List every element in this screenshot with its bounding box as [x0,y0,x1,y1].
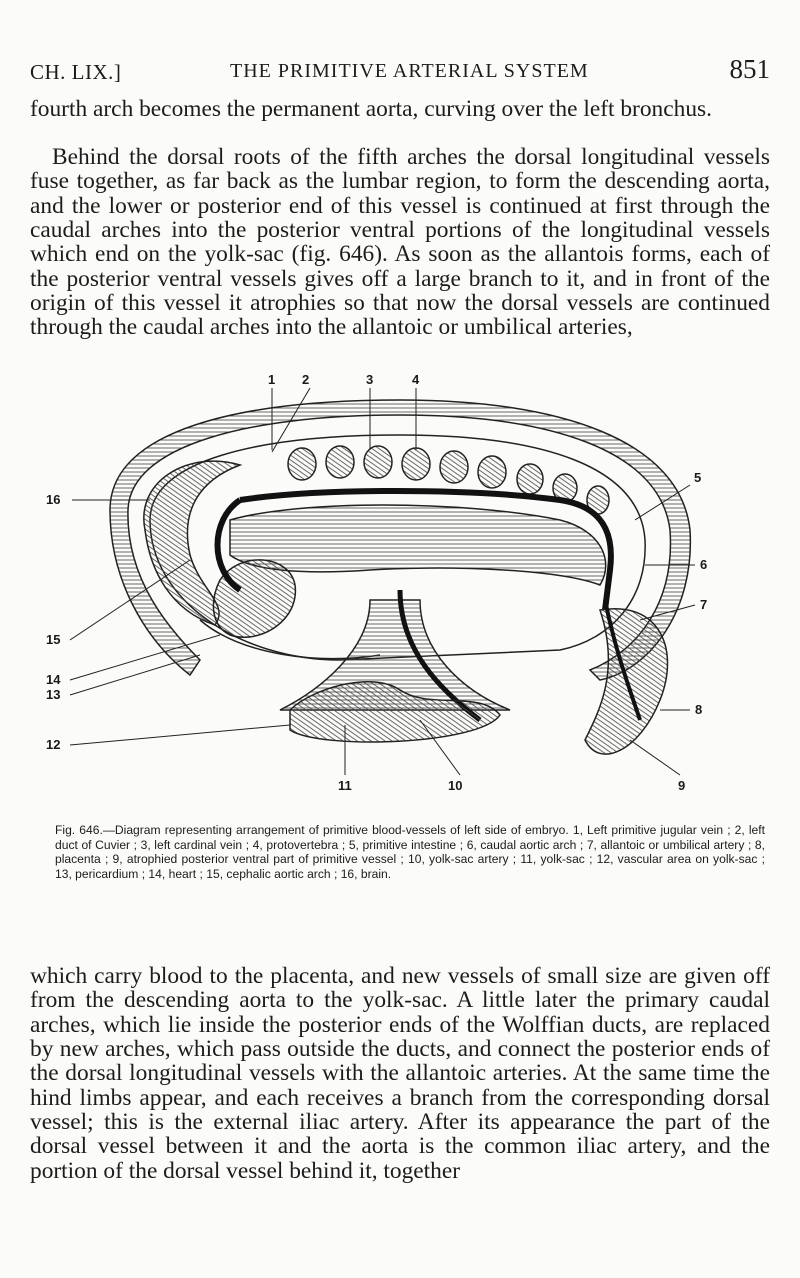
embryo-vessel-diagram [40,370,740,820]
label-16: 16 [46,492,61,507]
figure-caption [55,823,765,881]
caption-label: Fig. 646. [55,823,103,837]
paragraph-1: fourth arch becomes the permanent aorta, curving over the left bronchus. [30,96,712,122]
label-13: 13 [46,687,61,702]
label-2: 2 [302,372,310,387]
label-5: 5 [694,470,702,485]
caption-text: —Diagram representing arrangement of primitive blood-vessels of left side of embryo. 1, Left primitive jugular vein ; 2, left duct of Cuvier ; 3, left cardinal vein ; 4, protovertebra ; 5, primitive intestine ; 6, caudal aortic arch ; 7, allantoic or umbilical artery ; 8, placenta ; 9, atrophied posterior ventral part of primitive vessel ; 10, yolk-sac artery ; 11, yolk-sac ; 12, vascular area on yolk-sac ; 13, pericardium ; 14, heart ; 15, cephalic aortic arch ; 16, brain. [55,823,765,881]
label-3: 3 [366,372,374,387]
label-10: 10 [448,778,463,793]
chapter-label: CH. LIX.] [30,60,122,84]
label-4: 4 [412,372,420,387]
label-8: 8 [695,702,703,717]
diagram-svg [40,370,740,820]
page-number: 851 [729,54,770,84]
label-9: 9 [678,778,686,793]
label-1: 1 [268,372,276,387]
running-title: THE PRIMITIVE ARTERIAL SYSTEM [230,60,589,82]
running-header [30,52,770,88]
paragraph-2: Behind the dorsal roots of the fifth arches the dorsal longitudinal vessels fuse together, as far back as the lumbar region, to form the descending aorta, and the lower or posterior end of this vessel is continued at first through the caudal arches into the posterior ventral portions of the longitudinal vessels which end on the yolk-sac (fig. 646). As soon as the allantois forms, each of the posterior ventral vessels gives off a large branch to it, and in front of the origin of this vessel it atrophies so that now the dorsal vessels are continued through the caudal arches into the allantoic or umbilical arteries, [30,144,770,341]
label-11: 11 [338,778,352,793]
paragraph-3: which carry blood to the placenta, and new vessels of small size are given off from the descending aorta to the yolk-sac. A little later the primary caudal arches, which lie inside the posterior ends of the Wolffian ducts, are replaced by new arches, which pass outside the ducts, and connect the posterior ends of the dorsal longitudinal vessels with the allantoic arteries. At the same time the hind limbs appear, and each receives a branch from the corresponding dorsal vessel; this is the external iliac artery. After its appearance the part of the dorsal vessel between it and the aorta is the common iliac artery, and the portion of the dorsal vessel behind it, together [30,963,770,1184]
label-7: 7 [700,597,708,612]
label-15: 15 [46,632,61,647]
label-14: 14 [46,672,61,687]
label-12: 12 [46,737,61,752]
label-6: 6 [700,557,708,572]
